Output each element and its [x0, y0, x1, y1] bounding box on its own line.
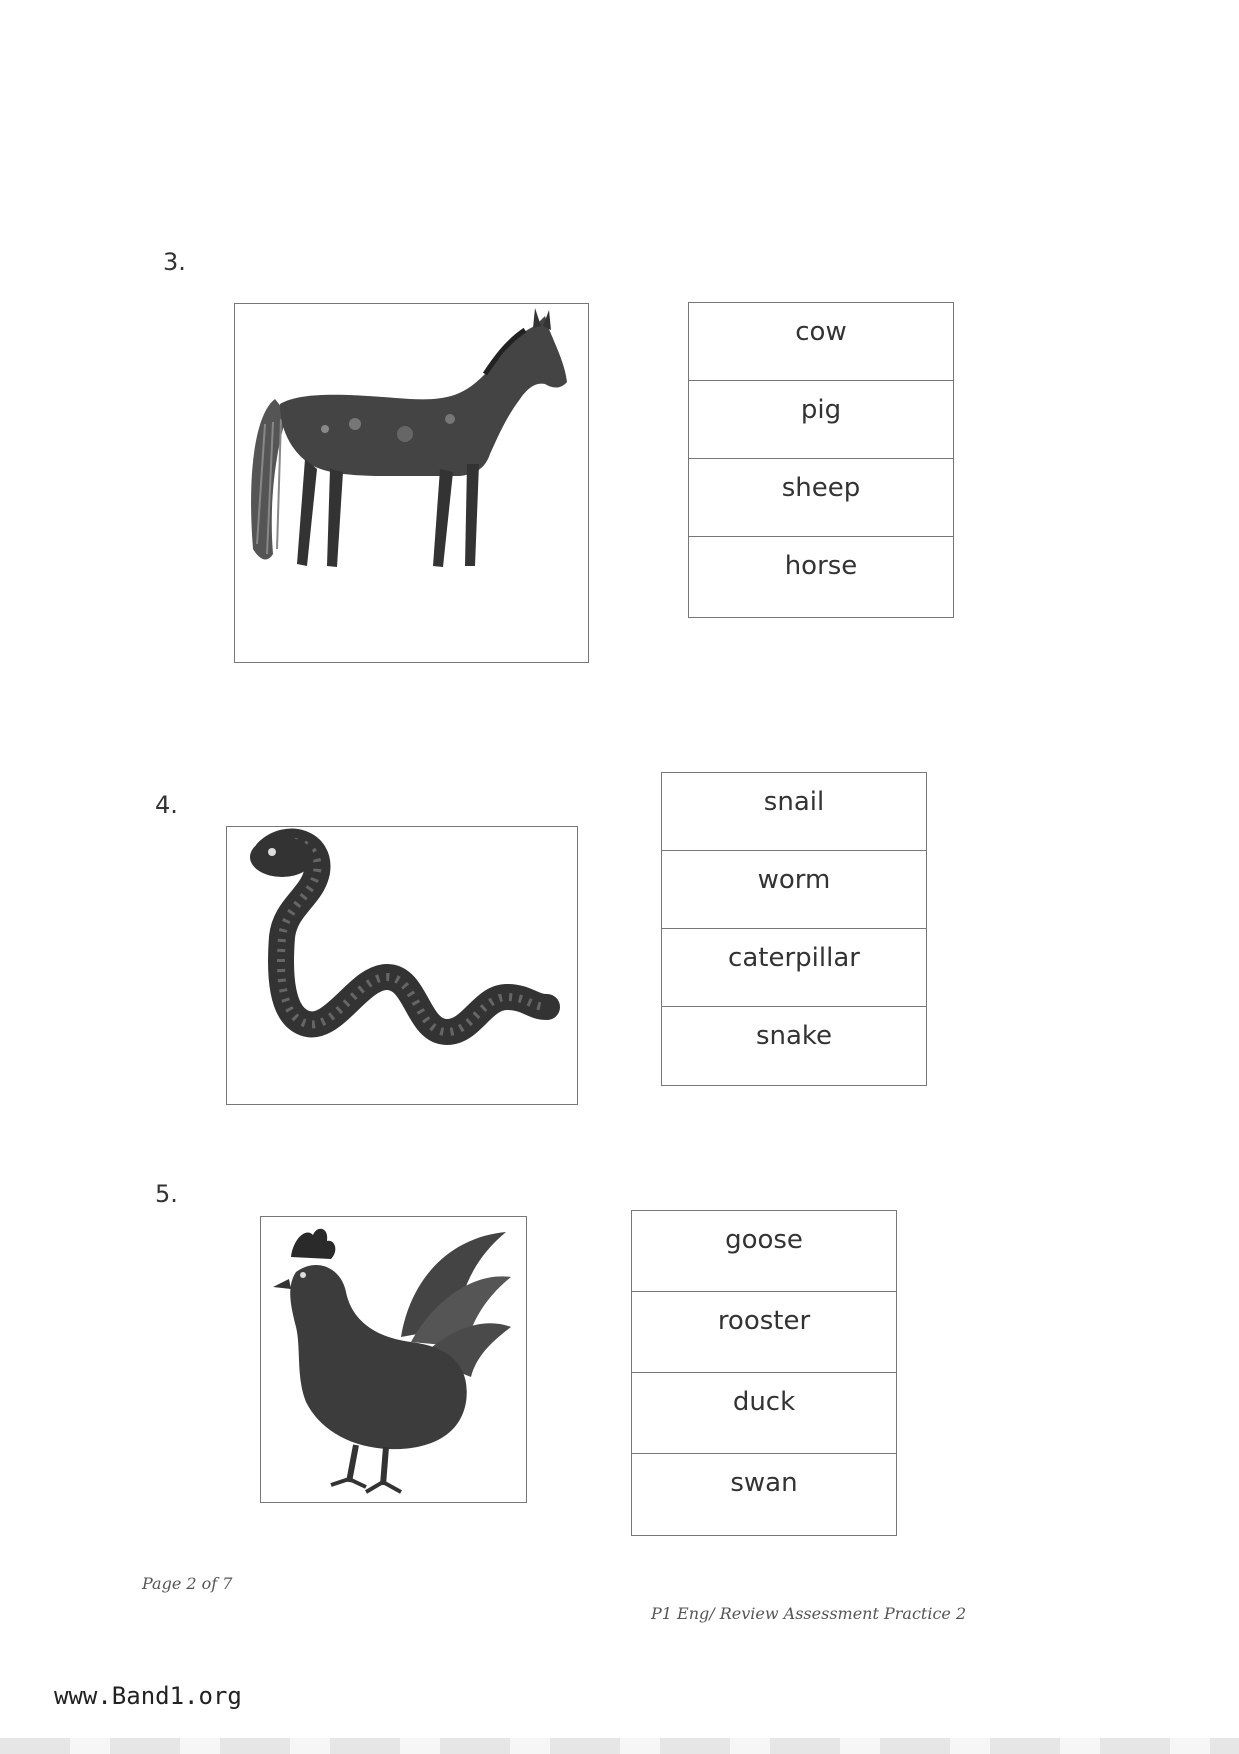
choice-swan[interactable]: swan	[730, 1468, 798, 1498]
snake-picture	[226, 826, 578, 1105]
choice-snake[interactable]: snake	[755, 1021, 833, 1051]
rooster-picture	[260, 1216, 527, 1503]
choice-pig[interactable]: pig	[689, 381, 953, 459]
choice-caterpillar[interactable]: caterpillar	[662, 929, 926, 1007]
horse-icon	[235, 304, 588, 662]
answer-choices	[631, 1210, 897, 1536]
question-number: 5.	[155, 1180, 178, 1208]
choice-sheep[interactable]: sheep	[689, 459, 953, 537]
choice-snail[interactable]: snail	[662, 773, 926, 851]
choice-duck[interactable]: duck	[632, 1373, 896, 1454]
question-number: 4.	[155, 791, 178, 819]
snake-icon	[227, 827, 577, 1104]
choice-goose[interactable]: goose	[632, 1211, 896, 1292]
choice-rooster[interactable]: rooster	[632, 1292, 896, 1373]
choice-cow[interactable]: cow	[689, 303, 953, 381]
choice-worm[interactable]: worm	[662, 851, 926, 929]
question-number: 3.	[163, 248, 186, 276]
page-number: Page 2 of 7	[142, 1574, 233, 1593]
answer-choices	[688, 302, 954, 618]
horse-picture	[234, 303, 589, 663]
rooster-icon	[261, 1217, 526, 1502]
answer-choices	[661, 772, 927, 1086]
choice-horse[interactable]: horse	[784, 551, 858, 581]
scan-edge	[0, 1738, 1239, 1754]
website-link[interactable]: www.Band1.org	[54, 1682, 242, 1710]
course-title: P1 Eng/ Review Assessment Practice 2	[651, 1604, 967, 1623]
